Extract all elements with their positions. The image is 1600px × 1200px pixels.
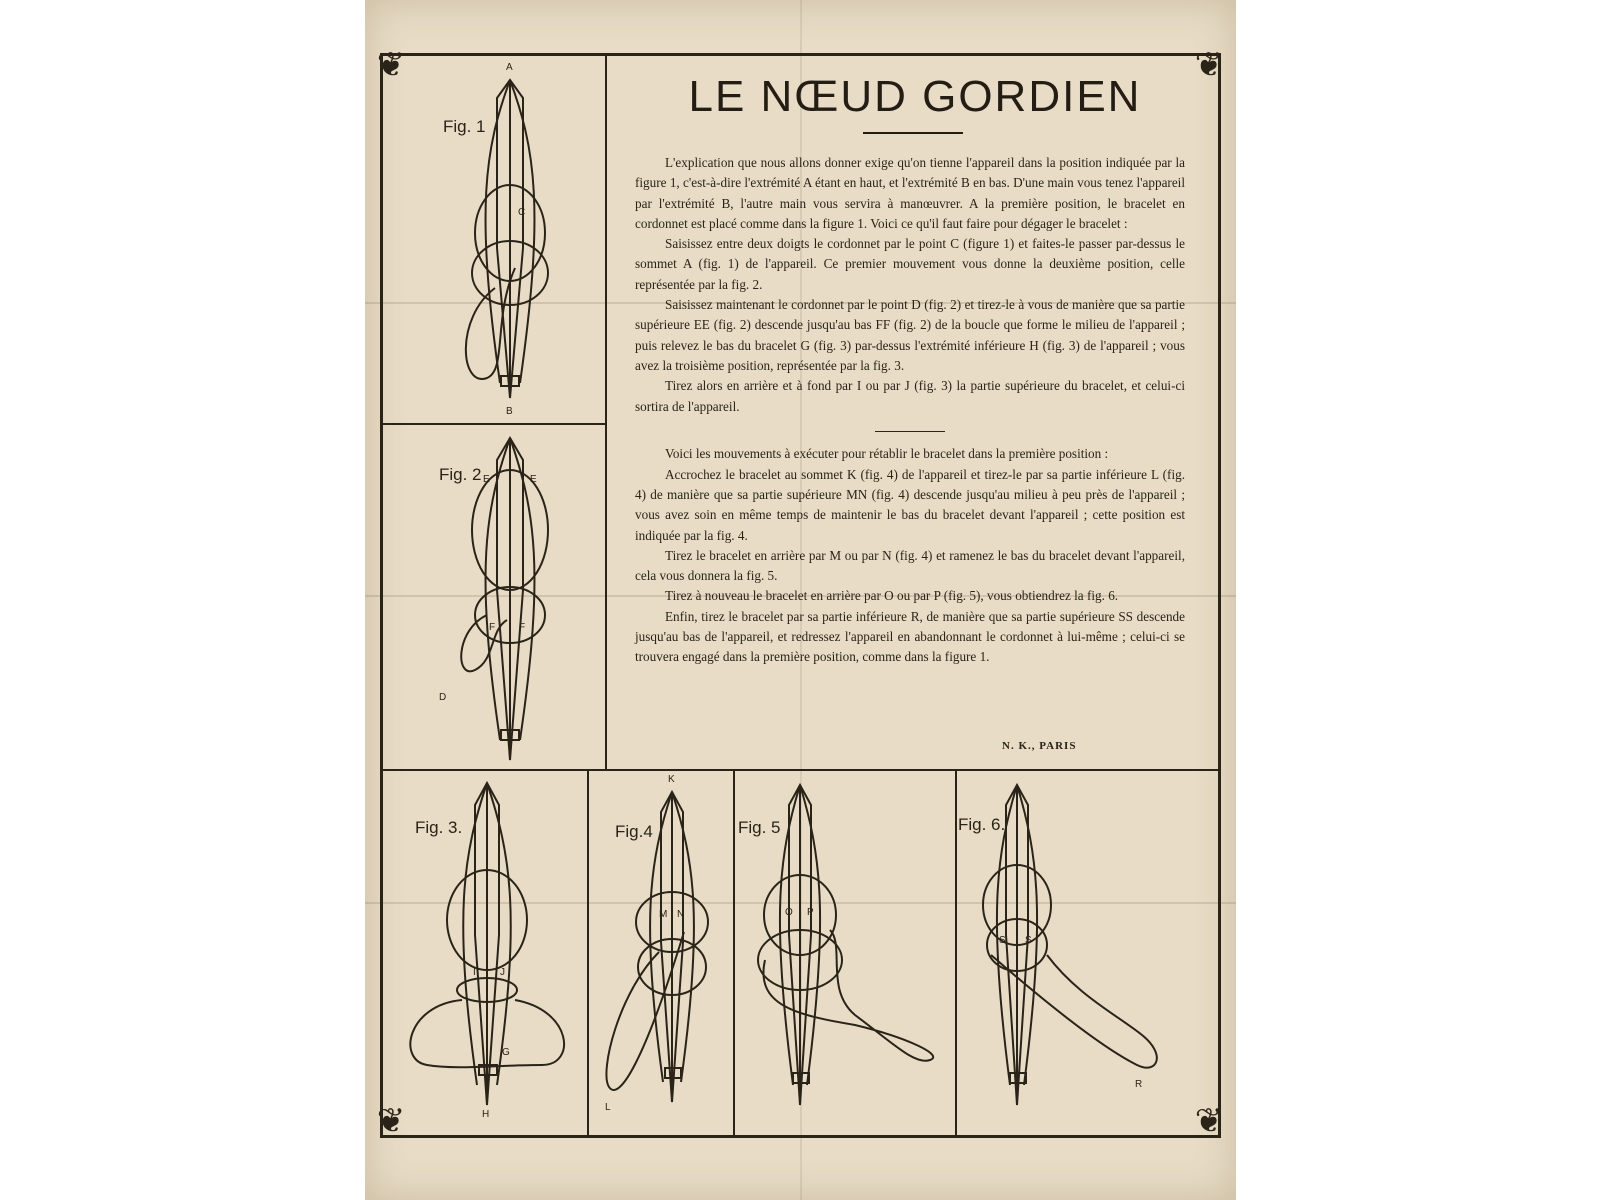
point-label: L (605, 1102, 611, 1113)
point-label: S (1025, 935, 1032, 946)
paragraph: Tirez à nouveau le bracelet en arrière par O ou par P (fig. 5), vous obtiendrez la fig. 6. (665, 588, 1119, 604)
figure-label-4: Fig.4 (615, 822, 653, 841)
figure-label-3: Fig. 3. (415, 818, 463, 837)
figure-label-5: Fig. 5 (738, 818, 781, 837)
point-label: B (506, 406, 513, 417)
ornament-corner-icon: ❦ (1194, 1103, 1224, 1140)
paragraph: Tirez le bracelet en arrière par M ou par N (fig. 4) et ramenez le bas du bracelet devant l'appareil, cela vous donnera la fig. 5. (635, 547, 1185, 584)
point-label: E (530, 474, 537, 485)
paragraph: Saisissez maintenant le cordonnet par le point D (fig. 2) et tirez-le à vous de manière que sa partie supérieure EE (fig. 2) descende jusqu'au bas FF (fig. 2) de la boucle que forme le milieu de l'appareil ; puis relevez le bas du bracelet G (fig. 3) par-dessus l'extrémité inférieure H (fig. 3) de l'appareil ; vous avez la troisième position, représentée par la fig. 3. (635, 297, 1185, 373)
point-label: D (439, 692, 447, 703)
panel-divider (382, 423, 606, 425)
paragraph: Accrochez le bracelet au sommet K (fig. 4) de l'appareil et tirez-le par sa partie inférieure L (fig. 4) de manière que sa partie supérieure MN (fig. 4) descende jusqu'au milieu à peu près de l'appareil ; vous avez soin en même temps de maintenir le bas du bracelet devant l'appareil ; cette position est indiquée par la fig. 4. (635, 466, 1185, 543)
point-label: I (473, 967, 476, 978)
point-label: F (519, 622, 526, 633)
point-label: R (1135, 1079, 1143, 1090)
point-label: J (500, 967, 505, 978)
paragraph: L'explication que nous allons donner exige qu'on tienne l'appareil dans la position indiquée par la figure 1, c'est-à-dire l'extrémité A étant en haut, et l'extrémité B en bas. D'une main vous tenez l'appareil par l'extrémité B, l'autre main vous servira à manœuvrer. A la première position, le bracelet en cordonnet est placé comme dans la figure 1. Voici ce qu'il faut faire pour dégager le bracelet : (635, 155, 1185, 231)
figure-label-1: Fig. 1 (443, 117, 486, 136)
figure-4-illustration (589, 772, 733, 1122)
paragraph: Saisissez entre deux doigts le cordonnet par le point C (figure 1) et faites-le passer par-dessus le sommet A (fig. 1) de l'appareil. Ce premier mouvement vous donne la deuxième position, celle représentée par la fig. 2. (635, 236, 1185, 292)
figure-5-illustration (735, 775, 955, 1125)
title-underline (863, 132, 963, 134)
page-title: LE NŒUD GORDIEN (688, 72, 1142, 121)
instructions-text (635, 153, 1185, 668)
ornament-corner-icon: ❦ (376, 1103, 406, 1140)
point-label: K (668, 774, 675, 785)
paragraph: Voici les mouvements à exécuter pour rétablir le bracelet dans la première position : (665, 446, 1109, 462)
ornament-corner-icon: ❦ (1194, 47, 1224, 84)
point-label: M (659, 909, 668, 920)
document-sheet (365, 0, 1236, 1200)
figure-label-2: Fig. 2 (439, 465, 482, 484)
figure-2-illustration (415, 430, 605, 765)
point-label: G (502, 1047, 510, 1058)
section-divider (875, 431, 945, 433)
point-label: E (483, 474, 490, 485)
panel-divider (605, 55, 607, 770)
paragraph: Tirez alors en arrière et à fond par I ou par J (fig. 3) la partie supérieure du bracelet, et celui-ci sortira de l'appareil. (635, 378, 1185, 414)
figure-6-illustration (957, 775, 1219, 1125)
point-label: A (506, 62, 513, 73)
point-label: N (677, 909, 685, 920)
panel-divider (382, 769, 1219, 771)
point-label: H (482, 1109, 490, 1120)
point-label: P (807, 907, 814, 918)
point-label: S (999, 935, 1006, 946)
figure-label-6: Fig. 6. (958, 815, 1006, 834)
figure-1-illustration (415, 58, 605, 418)
point-label: C (518, 207, 526, 218)
ornament-corner-icon: ❦ (376, 47, 406, 84)
figure-3-illustration (387, 775, 587, 1125)
paragraph: Enfin, tirez le bracelet par sa partie inférieure R, de manière que sa partie supérieure SS descende jusqu'au bas de l'appareil, et redressez l'appareil en abandonnant le cordonnet à lui-même ; celui-ci se trouvera engagé dans la première position, comme dans la figure 1. (635, 608, 1185, 665)
point-label: F (489, 622, 496, 633)
signature: N. K., PARIS (1002, 740, 1077, 752)
point-label: O (785, 907, 793, 918)
